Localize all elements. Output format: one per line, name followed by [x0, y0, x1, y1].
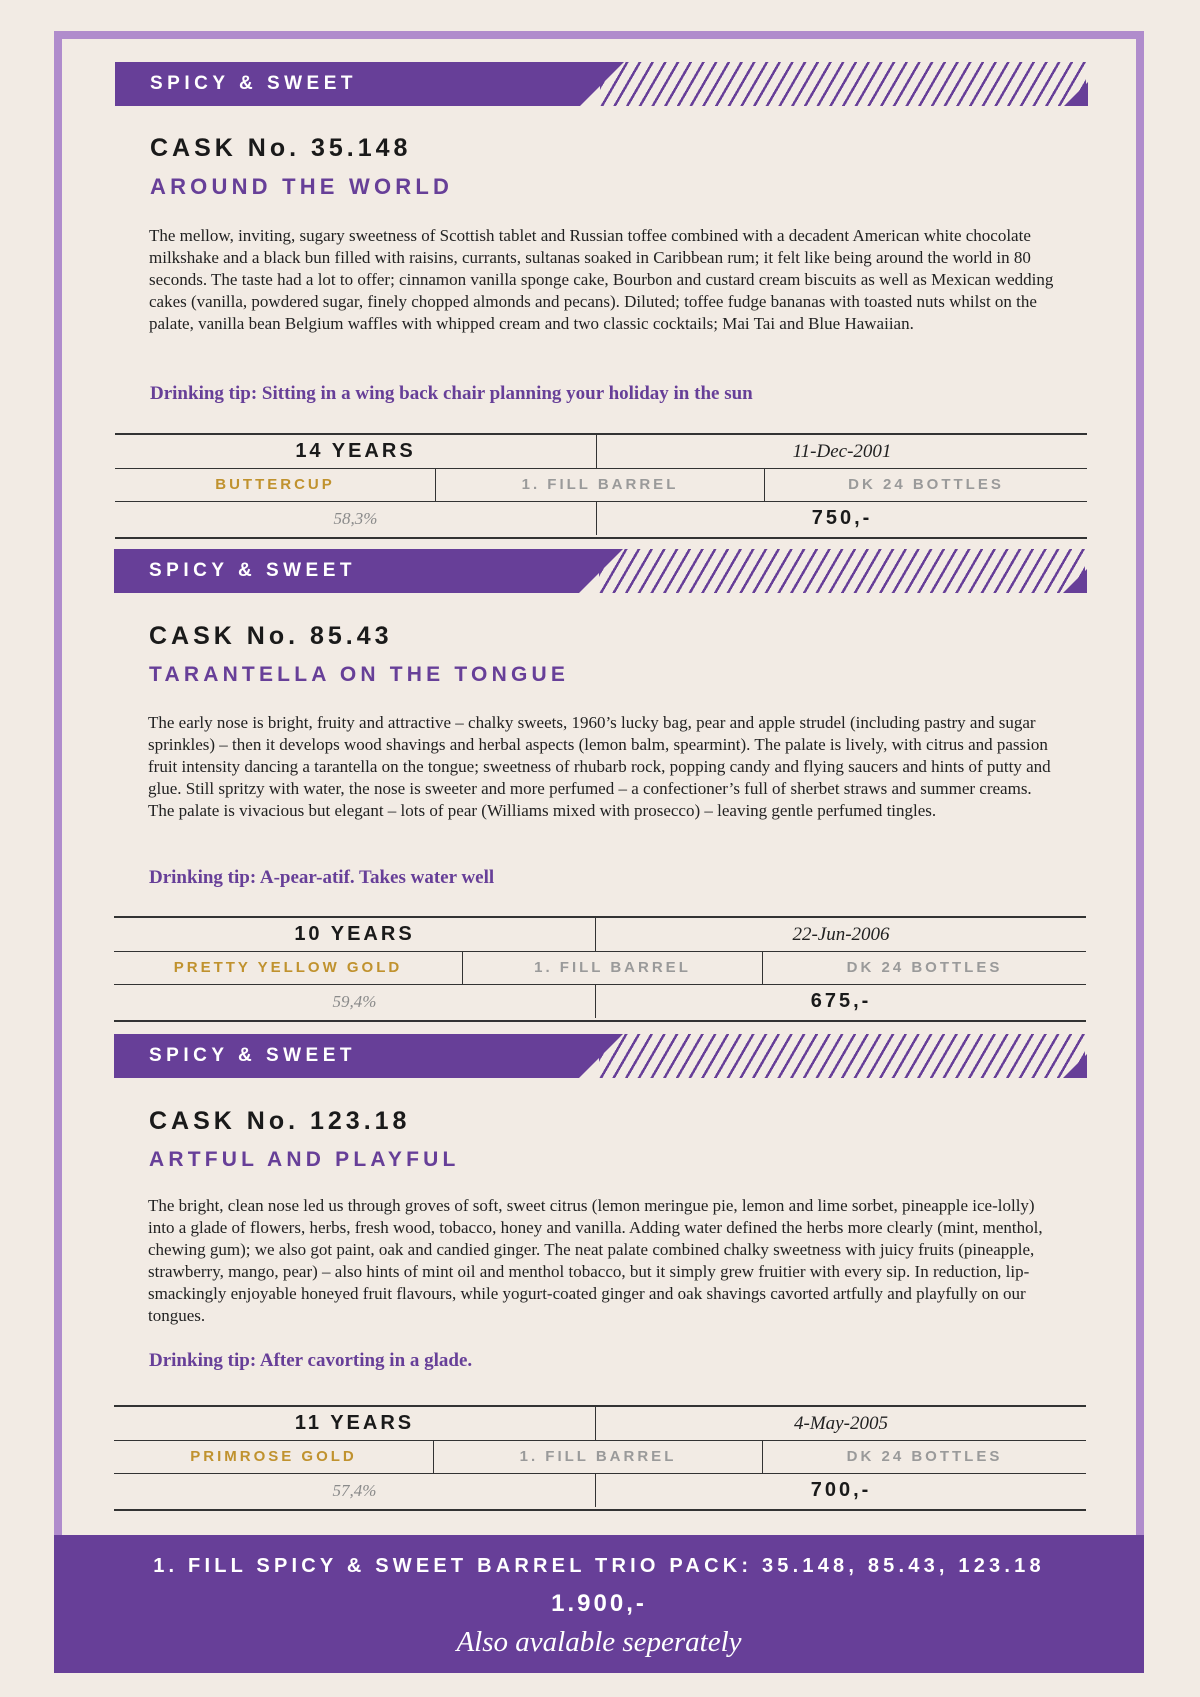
whisky-color: PRIMROSE GOLD	[190, 1448, 357, 1465]
cask-name: AROUND THE WORLD	[150, 174, 454, 199]
spec-table	[114, 1405, 1086, 1511]
trio-pack-note: Also avalable seperately	[456, 1626, 742, 1658]
drinking-tip: Drinking tip: After cavorting in a glade.	[149, 1350, 473, 1371]
trio-pack-title: 1. FILL SPICY & SWEET BARREL TRIO PACK: 35.148, 85.43, 123.18	[153, 1555, 1045, 1577]
abv: 57,4%	[332, 1481, 377, 1500]
cask-number: CASK No. 35.148	[150, 134, 412, 162]
spec-table	[114, 916, 1086, 1022]
abv: 58,3%	[333, 509, 378, 528]
cask-description: The bright, clean nose led us through groves of soft, sweet citrus (lemon meringue pie, lemon and lime sorbet, pineapple ice-lolly) into a glade of flowers, herbs, fresh wood, tobacco, honey and vanilla. Adding water defined the herbs more clearly (mint, menthol, chewing gum); we also got paint, oak and candied ginger. The neat palate combined chalky sweetness with juicy fruits (pineapple, strawberry, mango, pear) – also hints of mint oil and menthol tobacco, but it simply grew fruitier with every sip. In reduction, lip-smackingly enjoyable honeyed fruit flavours, while yogurt-coated ginger and oak shavings cavorted artfully and playfully on our tongues.	[148, 1196, 1043, 1325]
category-label: SPICY & SWEET	[150, 73, 358, 94]
whisky-color: BUTTERCUP	[215, 476, 335, 493]
cask-description: The mellow, inviting, sugary sweetness of Scottish tablet and Russian toffee combined with a decadent American white chocolate milkshake and a black bun filled with raisins, currants, sultanas soaked in Caribbean rum; it felt like being around the world in 80 seconds. The taste had a lot to offer; cinnamon vanilla sponge cake, Bourbon and custard cream biscuits as well as Mexican wedding cakes (vanilla, powdered sugar, finely chopped almonds and pecans). Diluted; toffee fudge bananas with toasted nuts whilst on the palate, vanilla bean Belgium waffles with whipped cream and two classic cocktails; Mai Tai and Blue Hawaiian.	[149, 226, 1054, 333]
price: 750,-	[596, 502, 1087, 535]
distill-date: 22-Jun-2006	[595, 918, 1086, 951]
banner-hatch	[599, 1034, 1085, 1078]
banner-hatch	[599, 549, 1085, 593]
spec-table	[115, 433, 1087, 539]
price: 675,-	[595, 985, 1086, 1018]
price: 700,-	[595, 1474, 1086, 1507]
bottle-count: DK 24 BOTTLES	[762, 1440, 1086, 1473]
distill-date: 4-May-2005	[595, 1407, 1086, 1440]
cask-name: ARTFUL AND PLAYFUL	[149, 1148, 460, 1171]
abv: 59,4%	[332, 992, 377, 1011]
drinking-tip: Drinking tip: Sitting in a wing back chair planning your holiday in the sun	[150, 383, 753, 404]
barrel-type: 1. FILL BARREL	[433, 1440, 762, 1473]
cask-age: 14 YEARS	[295, 440, 416, 462]
cask-description: The early nose is bright, fruity and attractive – chalky sweets, 1960’s lucky bag, pear and apple strudel (including pastry and sugar sprinkles) – then it develops wood shavings and herbal aspects (lemon balm, spearmint). The palate is lively, with citrus and passion fruit intensity dancing a tarantella on the tongue; sweetness of rhubarb rock, popping candy and flying saucers and hints of putty and glue. Still spritzy with water, the nose is sweeter and more perfumed – a confectioner’s full of sherbet straws and summer creams. The palate is vivacious but elegant – lots of pear (Williams mixed with prosecco) – leaving gentle perfumed tingles.	[148, 713, 1051, 820]
cask-age: 10 YEARS	[294, 923, 415, 945]
bottle-count: DK 24 BOTTLES	[762, 951, 1086, 984]
category-label: SPICY & SWEET	[149, 1045, 357, 1066]
banner-hatch	[600, 62, 1086, 106]
whisky-color: PRETTY YELLOW GOLD	[173, 959, 403, 976]
distill-date: 11-Dec-2001	[596, 435, 1087, 468]
cask-name: TARANTELLA ON THE TONGUE	[149, 663, 570, 686]
barrel-type: 1. FILL BARREL	[435, 468, 764, 501]
cask-number: CASK No. 123.18	[149, 1107, 411, 1135]
trio-pack-price: 1.900,-	[551, 1590, 647, 1617]
drinking-tip: Drinking tip: A-pear-atif. Takes water well	[149, 867, 495, 888]
barrel-type: 1. FILL BARREL	[462, 951, 762, 984]
category-label: SPICY & SWEET	[149, 560, 357, 581]
cask-age: 11 YEARS	[294, 1412, 415, 1434]
trio-pack-footer	[54, 1535, 1144, 1673]
bottle-count: DK 24 BOTTLES	[764, 468, 1087, 501]
cask-number: CASK No. 85.43	[149, 622, 393, 650]
